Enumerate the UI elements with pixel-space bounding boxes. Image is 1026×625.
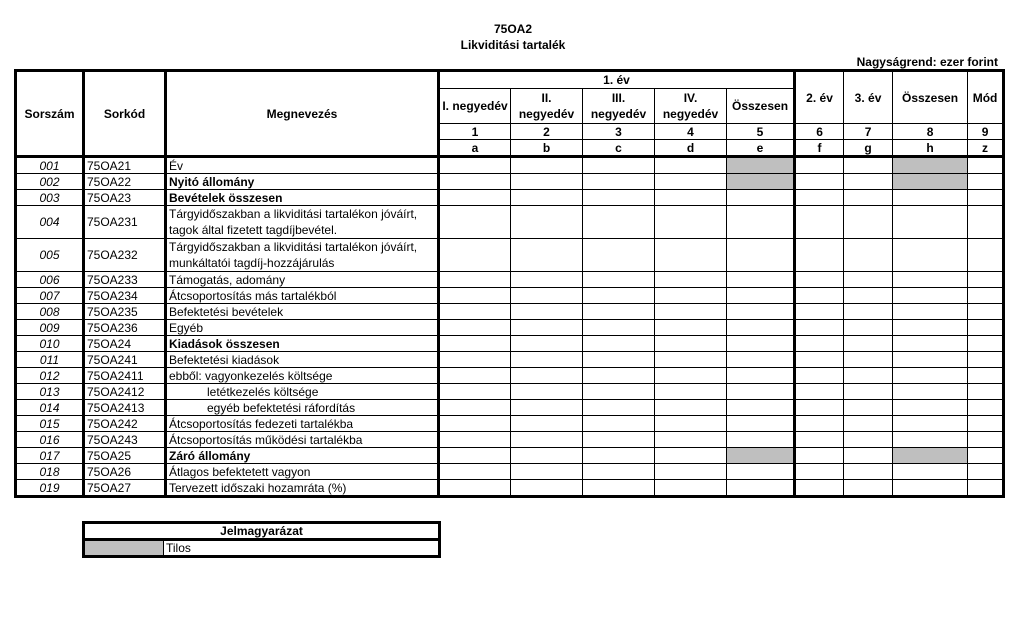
data-cell[interactable] [655, 416, 727, 432]
row-number: 018 [16, 464, 84, 480]
row-code: 75OA2411 [84, 368, 166, 384]
col-number: 3 [583, 124, 655, 140]
data-cell[interactable] [583, 157, 655, 174]
data-cell[interactable] [795, 448, 844, 464]
data-cell[interactable] [727, 464, 795, 480]
data-cell[interactable] [893, 480, 968, 497]
table-row [16, 464, 1004, 480]
data-cell[interactable] [893, 352, 968, 368]
data-cell[interactable] [844, 448, 893, 464]
data-cell[interactable] [795, 174, 844, 190]
data-cell[interactable] [893, 416, 968, 432]
data-cell[interactable] [655, 432, 727, 448]
data-cell[interactable] [583, 190, 655, 206]
data-cell[interactable] [968, 432, 1004, 448]
data-cell[interactable] [511, 464, 583, 480]
col-number: 7 [844, 124, 893, 140]
row-number: 015 [16, 416, 84, 432]
table-row [16, 416, 1004, 432]
data-cell[interactable] [727, 352, 795, 368]
data-cell[interactable] [844, 368, 893, 384]
table-row [16, 304, 1004, 320]
data-cell[interactable] [844, 336, 893, 352]
table-row [16, 239, 1004, 272]
data-cell[interactable] [511, 304, 583, 320]
col-number: 2 [511, 124, 583, 140]
data-cell[interactable] [968, 320, 1004, 336]
data-cell[interactable] [893, 336, 968, 352]
data-cell[interactable] [727, 206, 795, 239]
data-cell[interactable] [511, 400, 583, 416]
data-cell[interactable] [583, 368, 655, 384]
data-cell[interactable] [511, 432, 583, 448]
data-cell[interactable] [968, 288, 1004, 304]
data-cell[interactable] [655, 480, 727, 497]
row-code: 75OA232 [84, 239, 166, 272]
col-q1: I. negyedév [439, 89, 511, 124]
data-cell[interactable] [844, 304, 893, 320]
data-cell[interactable] [583, 480, 655, 497]
data-cell[interactable] [893, 272, 968, 288]
data-cell[interactable] [511, 157, 583, 174]
row-number: 008 [16, 304, 84, 320]
legend-table [82, 521, 441, 558]
data-cell[interactable] [655, 304, 727, 320]
col-year2: 2. év [795, 71, 844, 124]
data-cell[interactable] [655, 384, 727, 400]
row-name: Támogatás, adomány [166, 272, 439, 288]
row-code: 75OA2413 [84, 400, 166, 416]
data-cell[interactable] [583, 336, 655, 352]
data-cell[interactable] [844, 288, 893, 304]
row-name: egyéb befektetési ráfordítás [166, 400, 439, 416]
data-cell [727, 157, 795, 174]
table-row [16, 448, 1004, 464]
data-cell[interactable] [511, 206, 583, 239]
data-cell[interactable] [795, 206, 844, 239]
row-code: 75OA24 [84, 336, 166, 352]
data-cell[interactable] [655, 157, 727, 174]
col-sorszam: Sorszám [16, 71, 84, 157]
data-cell[interactable] [844, 272, 893, 288]
col-number: 5 [727, 124, 795, 140]
data-cell[interactable] [511, 352, 583, 368]
table-row [16, 206, 1004, 239]
data-cell[interactable] [844, 384, 893, 400]
data-cell[interactable] [795, 432, 844, 448]
data-cell[interactable] [893, 464, 968, 480]
data-cell [727, 174, 795, 190]
header-row-1 [16, 71, 1004, 89]
col-letter: f [795, 140, 844, 157]
data-cell[interactable] [795, 464, 844, 480]
row-number: 007 [16, 288, 84, 304]
data-cell[interactable] [893, 304, 968, 320]
data-cell[interactable] [439, 432, 511, 448]
data-cell[interactable] [968, 304, 1004, 320]
data-cell[interactable] [968, 480, 1004, 497]
data-cell[interactable] [844, 416, 893, 432]
col-year3: 3. év [844, 71, 893, 124]
data-cell[interactable] [439, 304, 511, 320]
data-cell[interactable] [511, 368, 583, 384]
data-cell[interactable] [844, 239, 893, 272]
data-cell[interactable] [439, 320, 511, 336]
data-cell[interactable] [655, 206, 727, 239]
col-letter: g [844, 140, 893, 157]
data-cell[interactable] [968, 239, 1004, 272]
data-cell[interactable] [968, 416, 1004, 432]
data-cell[interactable] [968, 206, 1004, 239]
col-q4: IV. negyedév [655, 89, 727, 124]
row-code: 75OA241 [84, 352, 166, 368]
table-row [16, 432, 1004, 448]
data-cell[interactable] [439, 174, 511, 190]
col-letter: z [968, 140, 1004, 157]
data-cell[interactable] [968, 464, 1004, 480]
data-cell [893, 174, 968, 190]
row-name: Tárgyidőszakban a likviditási tartalékon jóváírt, munkáltatói tagdíj-hozzájárulás [166, 239, 439, 272]
row-code: 75OA236 [84, 320, 166, 336]
data-cell[interactable] [727, 384, 795, 400]
data-cell[interactable] [511, 480, 583, 497]
col-number: 1 [439, 124, 511, 140]
data-cell[interactable] [583, 432, 655, 448]
data-cell[interactable] [511, 272, 583, 288]
data-cell[interactable] [439, 206, 511, 239]
data-cell[interactable] [795, 480, 844, 497]
data-cell[interactable] [655, 190, 727, 206]
data-cell[interactable] [795, 368, 844, 384]
data-cell[interactable] [968, 336, 1004, 352]
row-code: 75OA243 [84, 432, 166, 448]
row-name: Átcsoportosítás más tartalékból [166, 288, 439, 304]
data-cell[interactable] [439, 416, 511, 432]
data-cell[interactable] [844, 157, 893, 174]
data-cell[interactable] [795, 272, 844, 288]
row-code: 75OA27 [84, 480, 166, 497]
table-row [16, 190, 1004, 206]
row-number: 011 [16, 352, 84, 368]
data-cell[interactable] [439, 384, 511, 400]
data-cell[interactable] [583, 304, 655, 320]
data-cell[interactable] [727, 416, 795, 432]
row-name: Év [166, 157, 439, 174]
data-cell[interactable] [968, 400, 1004, 416]
data-cell[interactable] [439, 288, 511, 304]
data-cell[interactable] [795, 190, 844, 206]
data-cell[interactable] [439, 239, 511, 272]
row-code: 75OA22 [84, 174, 166, 190]
data-cell[interactable] [583, 464, 655, 480]
data-cell[interactable] [844, 174, 893, 190]
table-row [16, 352, 1004, 368]
legend-item-label: Tilos [164, 540, 440, 557]
data-cell[interactable] [655, 448, 727, 464]
table-row [16, 157, 1004, 174]
table-row [16, 174, 1004, 190]
data-cell[interactable] [795, 352, 844, 368]
data-cell[interactable] [968, 352, 1004, 368]
data-cell[interactable] [439, 400, 511, 416]
table-row [16, 368, 1004, 384]
data-cell[interactable] [727, 239, 795, 272]
data-cell[interactable] [844, 400, 893, 416]
row-number: 012 [16, 368, 84, 384]
row-code: 75OA23 [84, 190, 166, 206]
data-cell[interactable] [439, 464, 511, 480]
data-cell[interactable] [893, 384, 968, 400]
row-number: 016 [16, 432, 84, 448]
data-cell[interactable] [893, 432, 968, 448]
col-letter: a [439, 140, 511, 157]
row-name: Egyéb [166, 320, 439, 336]
data-cell[interactable] [583, 272, 655, 288]
data-cell[interactable] [844, 320, 893, 336]
row-code: 75OA21 [84, 157, 166, 174]
data-cell[interactable] [439, 272, 511, 288]
data-cell[interactable] [968, 272, 1004, 288]
table-row [16, 272, 1004, 288]
data-cell[interactable] [583, 239, 655, 272]
col-number: 8 [893, 124, 968, 140]
data-cell[interactable] [844, 190, 893, 206]
data-cell[interactable] [511, 288, 583, 304]
data-cell[interactable] [727, 432, 795, 448]
data-cell[interactable] [511, 320, 583, 336]
data-cell[interactable] [893, 368, 968, 384]
data-cell[interactable] [968, 448, 1004, 464]
data-cell[interactable] [893, 400, 968, 416]
data-cell[interactable] [893, 190, 968, 206]
row-number: 010 [16, 336, 84, 352]
data-cell[interactable] [583, 206, 655, 239]
data-cell[interactable] [795, 400, 844, 416]
row-name: Befektetési kiadások [166, 352, 439, 368]
row-number: 013 [16, 384, 84, 400]
data-cell[interactable] [795, 320, 844, 336]
data-cell[interactable] [795, 304, 844, 320]
data-cell[interactable] [655, 320, 727, 336]
data-cell[interactable] [844, 432, 893, 448]
col-q3: III. negyedév [583, 89, 655, 124]
row-code: 75OA2412 [84, 384, 166, 400]
data-cell[interactable] [655, 368, 727, 384]
col-year1: 1. év [439, 71, 795, 89]
col-letter: e [727, 140, 795, 157]
data-cell[interactable] [968, 368, 1004, 384]
row-number: 019 [16, 480, 84, 497]
data-cell[interactable] [511, 448, 583, 464]
data-table [14, 69, 1005, 498]
row-code: 75OA25 [84, 448, 166, 464]
data-cell[interactable] [655, 464, 727, 480]
col-number: 4 [655, 124, 727, 140]
data-cell[interactable] [844, 480, 893, 497]
table-row [16, 288, 1004, 304]
row-name: Befektetési bevételek [166, 304, 439, 320]
data-cell[interactable] [439, 336, 511, 352]
table-row [16, 384, 1004, 400]
row-number: 017 [16, 448, 84, 464]
data-cell[interactable] [655, 174, 727, 190]
row-number: 003 [16, 190, 84, 206]
data-cell[interactable] [439, 352, 511, 368]
data-cell[interactable] [727, 304, 795, 320]
data-cell[interactable] [727, 368, 795, 384]
data-cell[interactable] [511, 384, 583, 400]
data-cell[interactable] [655, 288, 727, 304]
data-cell[interactable] [439, 157, 511, 174]
data-cell[interactable] [655, 239, 727, 272]
data-cell[interactable] [844, 206, 893, 239]
table-row [16, 400, 1004, 416]
col-letter: b [511, 140, 583, 157]
row-name: Átcsoportosítás működési tartalékba [166, 432, 439, 448]
row-name: Kiadások összesen [166, 336, 439, 352]
table-row [16, 336, 1004, 352]
table-row [16, 480, 1004, 497]
row-number: 005 [16, 239, 84, 272]
row-name: Átlagos befektetett vagyon [166, 464, 439, 480]
col-sorkod: Sorkód [84, 71, 166, 157]
row-name: Nyitó állomány [166, 174, 439, 190]
col-number: 6 [795, 124, 844, 140]
row-name: letétkezelés költsége [166, 384, 439, 400]
row-name: Tárgyidőszakban a likviditási tartalékon jóváírt, tagok által fizetett tagdíjbevétel. [166, 206, 439, 239]
data-cell[interactable] [655, 336, 727, 352]
legend-swatch [84, 540, 164, 557]
data-cell[interactable] [511, 190, 583, 206]
data-cell[interactable] [968, 174, 1004, 190]
data-cell[interactable] [583, 320, 655, 336]
data-cell[interactable] [795, 384, 844, 400]
data-cell[interactable] [583, 400, 655, 416]
data-cell [893, 157, 968, 174]
col-mod: Mód [968, 71, 1004, 124]
row-name: Átcsoportosítás fedezeti tartalékba [166, 416, 439, 432]
data-cell[interactable] [795, 288, 844, 304]
col-osszesen: Összesen [727, 89, 795, 124]
form-code: 75OA2 [493, 22, 533, 36]
col-megnevezes: Megnevezés [166, 71, 439, 157]
row-name: Tervezett időszaki hozamráta (%) [166, 480, 439, 497]
row-number: 002 [16, 174, 84, 190]
col-letter: d [655, 140, 727, 157]
row-number: 014 [16, 400, 84, 416]
data-cell[interactable] [893, 288, 968, 304]
data-cell[interactable] [795, 336, 844, 352]
row-name: ebből: vagyonkezelés költsége [166, 368, 439, 384]
data-cell[interactable] [439, 480, 511, 497]
form-title: Likviditási tartalék [460, 38, 566, 52]
data-cell[interactable] [511, 174, 583, 190]
col-q2: II. negyedév [511, 89, 583, 124]
data-cell[interactable] [583, 352, 655, 368]
data-cell[interactable] [511, 239, 583, 272]
row-name: Bevételek összesen [166, 190, 439, 206]
data-cell [727, 448, 795, 464]
data-cell[interactable] [795, 157, 844, 174]
data-cell[interactable] [893, 206, 968, 239]
data-cell[interactable] [968, 384, 1004, 400]
row-code: 75OA242 [84, 416, 166, 432]
data-cell [893, 448, 968, 464]
row-number: 009 [16, 320, 84, 336]
col-number: 9 [968, 124, 1004, 140]
data-cell[interactable] [968, 190, 1004, 206]
data-cell[interactable] [727, 336, 795, 352]
data-cell[interactable] [968, 157, 1004, 174]
col-letter: h [893, 140, 968, 157]
data-cell[interactable] [511, 416, 583, 432]
data-cell[interactable] [727, 288, 795, 304]
data-cell[interactable] [795, 416, 844, 432]
col-osszesen2: Összesen [893, 71, 968, 124]
data-cell[interactable] [655, 400, 727, 416]
data-cell[interactable] [893, 320, 968, 336]
data-cell[interactable] [795, 239, 844, 272]
data-cell[interactable] [439, 368, 511, 384]
data-cell[interactable] [439, 448, 511, 464]
col-letter: c [583, 140, 655, 157]
row-number: 006 [16, 272, 84, 288]
data-cell[interactable] [727, 480, 795, 497]
data-cell[interactable] [511, 336, 583, 352]
data-cell[interactable] [439, 190, 511, 206]
row-number: 001 [16, 157, 84, 174]
legend-title: Jelmagyarázat [84, 523, 440, 540]
data-cell[interactable] [727, 272, 795, 288]
data-cell[interactable] [655, 272, 727, 288]
data-cell[interactable] [583, 416, 655, 432]
row-code: 75OA233 [84, 272, 166, 288]
row-code: 75OA234 [84, 288, 166, 304]
data-cell[interactable] [844, 464, 893, 480]
row-number: 004 [16, 206, 84, 239]
row-code: 75OA235 [84, 304, 166, 320]
data-cell[interactable] [727, 320, 795, 336]
table-row [16, 320, 1004, 336]
data-cell[interactable] [844, 352, 893, 368]
data-cell[interactable] [727, 190, 795, 206]
data-cell[interactable] [893, 239, 968, 272]
unit-label: Nagyságrend: ezer forint [856, 55, 998, 69]
row-name: Záró állomány [166, 448, 439, 464]
data-cell[interactable] [583, 384, 655, 400]
data-cell[interactable] [583, 288, 655, 304]
data-cell[interactable] [583, 448, 655, 464]
row-code: 75OA26 [84, 464, 166, 480]
row-code: 75OA231 [84, 206, 166, 239]
data-cell[interactable] [727, 400, 795, 416]
data-cell[interactable] [655, 352, 727, 368]
data-cell[interactable] [583, 174, 655, 190]
